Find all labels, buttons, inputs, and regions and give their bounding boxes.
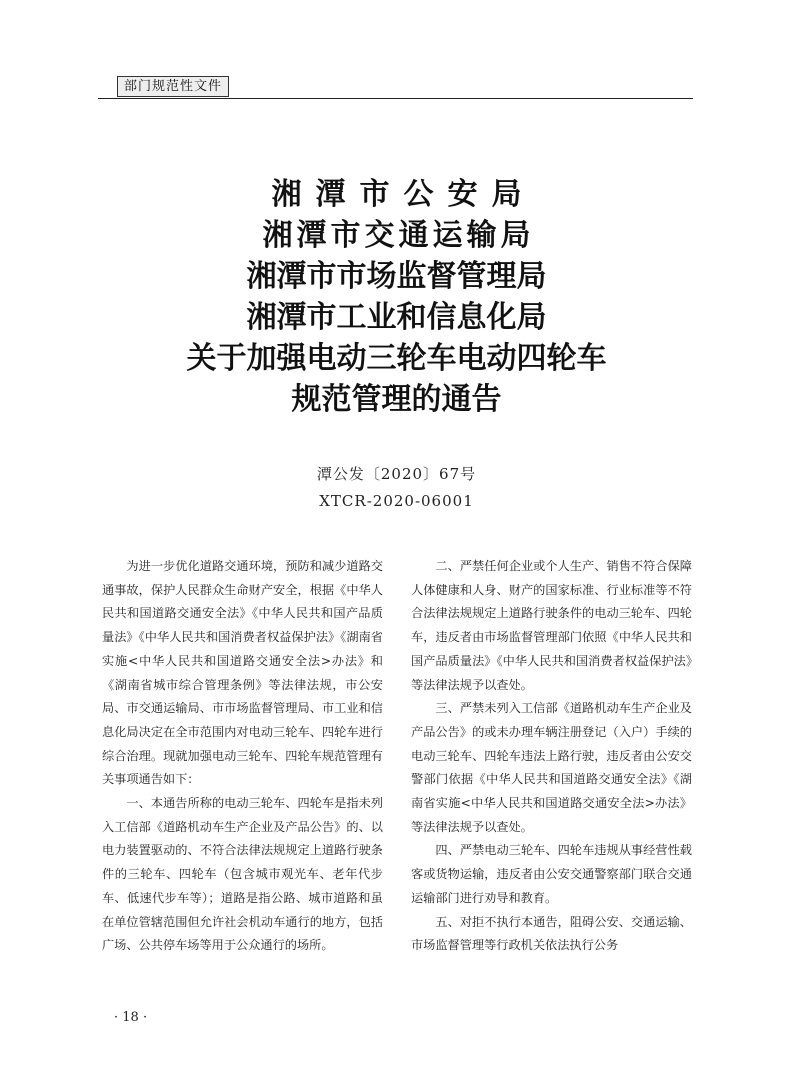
paragraph-item-4: 四、严禁电动三轮车、四轮车违规从事经营性载客或货物运输，违反者由公安交通警察部门联合交通运输部门进行劝导和教育。 [411, 843, 692, 905]
paragraph-item-5: 五、对拒不执行本通告，阻碍公安、交通运输、市场监督管理等行政机关依法执行公务 [411, 914, 692, 953]
paragraph-item-2: 二、严禁任何企业或个人生产、销售不符合保障人体健康和人身、财产的国家标准、行业标准等不符合法律法规规定上道路行驶条件的电动三轮车、四轮车，违反者由市场监督管理部门依照《中华人民共和国产品质量法》《中华人民共和国消费者权益保护法》等法律法规予以查处。 [411, 559, 692, 692]
header-divider [98, 98, 693, 99]
title-line-5: 关于加强电动三轮车电动四轮车 [186, 341, 607, 376]
document-number: 潭公发〔2020〕67号 [316, 465, 477, 483]
page-number: · 18 · [114, 1010, 148, 1025]
document-title [0, 174, 793, 420]
section-tag: 部门规范性文件 [117, 76, 229, 97]
paragraph-item-1: 一、本通告所称的电动三轮车、四轮车是指未列入工信部《道路机动车生产企业及产品公告》的、以电力装置驱动的、不符合法律法规规定上道路行驶条件的三轮车、四轮车（包含城市观光车、老年代步车、低速代步车等）；道路是指公路、城市道路和虽在单位管辖范围但允许社会机动车通行的地方，包括广场、公共停车场等用于公众通行的场所。 [102, 796, 383, 953]
paragraph-intro: 为进一步优化道路交通环境，预防和减少道路交通事故，保护人民群众生命财产安全，根据《中华人民共和国道路交通安全法》《中华人民共和国产品质量法》《中华人民共和国消费者权益保护法》《湖南省实施<中华人民共和国道路交通安全法>办法》和《湖南省城市综合管理条例》等法律法规，市公安局、市交通运输局、市市场监督管理局、市工业和信息化局决定在全市范围内对电动三轮车、四轮车进行综合治理。现就加强电动三轮车、四轮车规范管理有关事项通告如下： [102, 559, 383, 787]
title-line-1: 湘潭市公安局 [271, 177, 536, 212]
body-left-column [102, 555, 383, 958]
title-line-6: 规范管理的通告 [291, 382, 502, 417]
registration-number: XTCR-2020-06001 [319, 492, 474, 510]
body-right-column [411, 555, 692, 958]
title-line-2: 湘潭市交通运输局 [262, 218, 535, 253]
title-line-4: 湘潭市工业和信息化局 [246, 300, 547, 335]
title-line-3: 湘潭市市场监督管理局 [246, 259, 547, 294]
paragraph-item-3: 三、严禁未列入工信部《道路机动车生产企业及产品公告》的或未办理车辆注册登记（入户）手续的电动三轮车、四轮车违法上路行驶，违反者由公安交警部门依据《中华人民共和国道路交通安全法》《湖南省实施<中华人民共和国道路交通安全法>办法》等法律法规予以查处。 [411, 701, 692, 834]
